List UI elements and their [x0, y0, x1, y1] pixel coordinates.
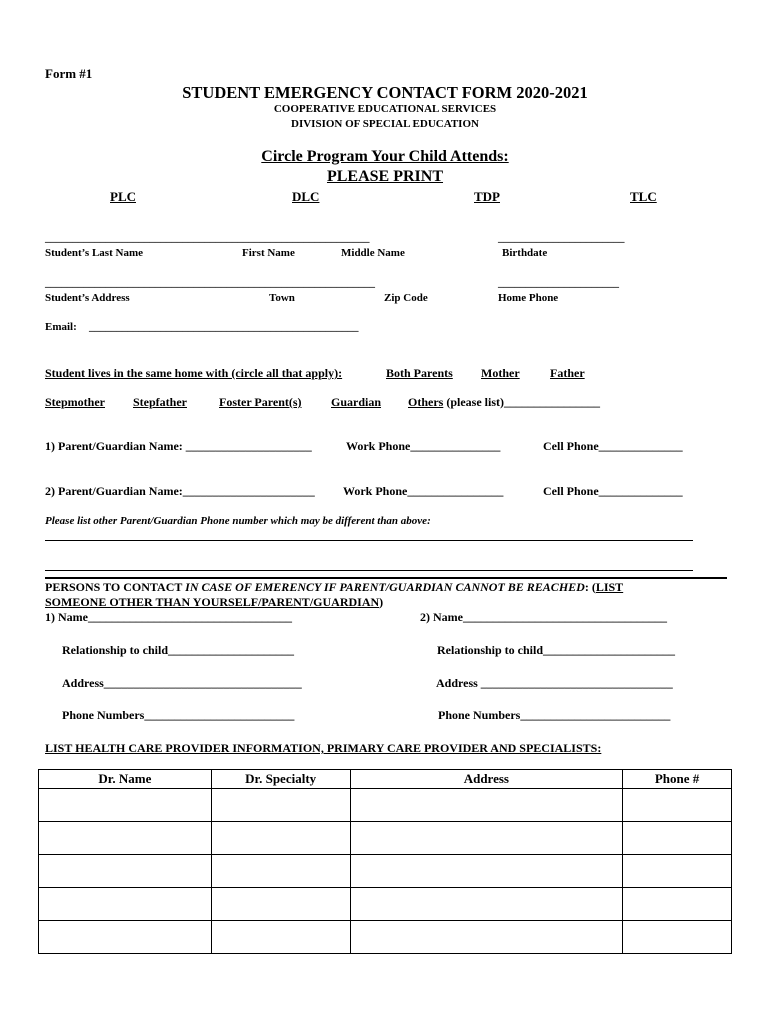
guardian-1-name[interactable]: 1) Parent/Guardian Name: _____________________	[45, 439, 312, 453]
program-plc[interactable]: PLC	[110, 189, 136, 204]
others-label: Others	[408, 395, 444, 409]
header-dr-specialty: Dr. Specialty	[211, 770, 350, 789]
cell[interactable]	[350, 855, 623, 888]
persons-heading-line-1	[45, 580, 623, 595]
cell[interactable]	[350, 822, 623, 855]
cell[interactable]	[211, 855, 350, 888]
cell[interactable]	[211, 888, 350, 921]
guardian-1-work-phone[interactable]: Work Phone_______________	[346, 439, 501, 453]
cell[interactable]	[623, 855, 732, 888]
email-field[interactable]: _________________________________________________	[89, 321, 359, 333]
cell[interactable]	[623, 921, 732, 954]
persons-close-paren: )	[379, 595, 384, 609]
option-foster-parents[interactable]: Foster Parent(s)	[219, 395, 302, 409]
health-care-table	[38, 769, 732, 954]
persons-colon: : (	[584, 580, 596, 594]
form-number: Form #1	[45, 66, 93, 81]
student-name-line[interactable]: ___________________________________________________________	[45, 232, 370, 244]
option-others[interactable]	[408, 395, 600, 410]
contact-1-relationship[interactable]: Relationship to child_____________________	[62, 643, 295, 657]
table-row	[39, 921, 732, 954]
org-line-1: COOPERATIVE EDUCATIONAL SERVICES	[273, 103, 497, 115]
option-stepmother[interactable]: Stepmother	[45, 395, 105, 409]
cell[interactable]	[623, 888, 732, 921]
program-dlc[interactable]: DLC	[292, 189, 320, 204]
cell[interactable]	[350, 789, 623, 822]
cell[interactable]	[350, 921, 623, 954]
table-row	[39, 855, 732, 888]
program-tlc[interactable]: TLC	[630, 189, 657, 204]
other-phone-note: Please list other Parent/Guardian Phone number which may be different than above:	[45, 515, 431, 527]
header-address: Address	[350, 770, 623, 789]
other-phone-line-1[interactable]	[45, 540, 693, 541]
cell[interactable]	[39, 888, 212, 921]
circle-program-heading: Circle Program Your Child Attends:	[261, 148, 509, 165]
cell[interactable]	[39, 822, 212, 855]
guardian-2-name[interactable]: 2) Parent/Guardian Name:______________________	[45, 484, 315, 498]
student-address-line[interactable]: ____________________________________________________________	[45, 277, 375, 289]
persons-list-word: LIST	[595, 580, 624, 594]
option-mother[interactable]: Mother	[481, 366, 520, 380]
lives-with-label: Student lives in the same home with (circle all that apply):	[45, 366, 343, 380]
form-title: STUDENT EMERGENCY CONTACT FORM 2020-2021	[182, 83, 588, 102]
address-label: Student’s Address	[45, 292, 130, 304]
contact-1-name[interactable]: 1) Name__________________________________	[45, 610, 292, 624]
contact-1-address[interactable]: Address_________________________________	[62, 676, 302, 690]
guardian-1-cell-phone[interactable]: Cell Phone______________	[543, 439, 683, 453]
first-name-label: First Name	[242, 247, 295, 259]
zip-label: Zip Code	[384, 292, 428, 304]
contact-2-address[interactable]: Address ________________________________	[436, 676, 673, 690]
table-row	[39, 789, 732, 822]
cell[interactable]	[211, 921, 350, 954]
birthdate-label: Birthdate	[502, 247, 548, 259]
section-divider	[45, 577, 727, 579]
cell[interactable]	[211, 789, 350, 822]
cell[interactable]	[39, 921, 212, 954]
middle-name-label: Middle Name	[341, 247, 405, 259]
guardian-2-work-phone[interactable]: Work Phone________________	[343, 484, 504, 498]
home-phone-line[interactable]: ______________________	[498, 277, 619, 289]
email-label: Email:	[45, 321, 77, 333]
persons-heading-line-2	[45, 595, 383, 610]
cell[interactable]	[623, 822, 732, 855]
cell[interactable]	[39, 789, 212, 822]
guardian-2-cell-phone[interactable]: Cell Phone______________	[543, 484, 683, 498]
table-row	[39, 822, 732, 855]
health-care-heading: LIST HEALTH CARE PROVIDER INFORMATION, PRIMARY CARE PROVIDER AND SPECIALISTS:	[45, 741, 602, 755]
birthdate-line[interactable]: _______________________	[498, 232, 625, 244]
header-phone: Phone #	[623, 770, 732, 789]
cell[interactable]	[211, 822, 350, 855]
please-print: PLEASE PRINT	[326, 168, 444, 185]
option-both-parents[interactable]: Both Parents	[386, 366, 453, 380]
contact-2-relationship[interactable]: Relationship to child______________________	[437, 643, 676, 657]
contact-1-phone[interactable]: Phone Numbers_________________________	[62, 708, 295, 722]
option-father[interactable]: Father	[550, 366, 585, 380]
cell[interactable]	[623, 789, 732, 822]
contact-2-name[interactable]: 2) Name__________________________________	[420, 610, 667, 624]
option-guardian[interactable]: Guardian	[331, 395, 382, 409]
other-phone-line-2[interactable]	[45, 570, 693, 571]
last-name-label: Student’s Last Name	[45, 247, 143, 259]
others-list-line[interactable]: (please list)________________	[443, 395, 600, 409]
header-dr-name: Dr. Name	[39, 770, 212, 789]
persons-italic: IN CASE OF EMERENCY IF PARENT/GUARDIAN CANNOT BE REACHED	[185, 580, 585, 594]
persons-lead: PERSONS TO CONTACT	[45, 580, 186, 594]
option-stepfather[interactable]: Stepfather	[133, 395, 187, 409]
contact-2-phone[interactable]: Phone Numbers_________________________	[438, 708, 671, 722]
cell[interactable]	[39, 855, 212, 888]
cell[interactable]	[350, 888, 623, 921]
org-line-2: DIVISION OF SPECIAL EDUCATION	[291, 118, 479, 130]
program-tdp[interactable]: TDP	[474, 189, 500, 204]
town-label: Town	[269, 292, 295, 304]
table-header-row	[39, 770, 732, 789]
home-phone-label: Home Phone	[498, 292, 559, 304]
persons-someone-other: SOMEONE OTHER THAN YOURSELF/PARENT/GUARDIAN	[45, 595, 380, 609]
table-row	[39, 888, 732, 921]
